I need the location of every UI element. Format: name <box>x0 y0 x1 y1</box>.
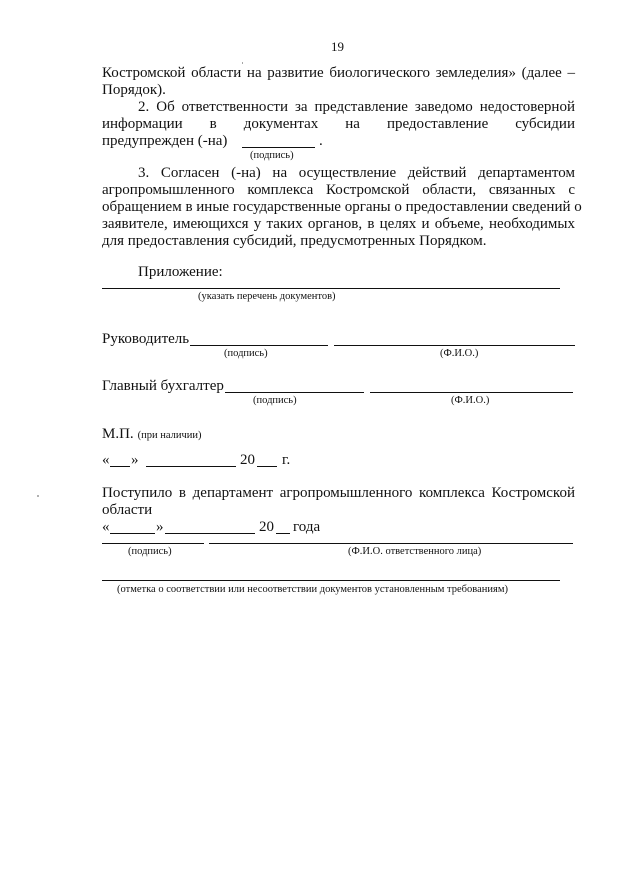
word: Поступило <box>102 485 173 501</box>
received-signature-line <box>102 543 204 544</box>
accountant-name-line <box>370 392 573 393</box>
word: комплекса <box>419 485 485 501</box>
stamp-line <box>102 425 202 443</box>
accountant-label: Главный бухгалтер <box>102 378 224 394</box>
paragraph-3-line-1: 3. Согласен (-на) на осуществление действий департаментом <box>138 165 575 181</box>
received-mark-caption: (отметка о соответствии или несоответствии документов установленным требованиям) <box>117 584 508 595</box>
word: агропромышленного <box>279 485 413 501</box>
date-month-line <box>146 466 236 467</box>
paragraph-2-line-1: 2. Об ответственности за представление заведомо недостоверной <box>138 99 575 115</box>
received-date-day-line <box>110 533 155 534</box>
word: департамент <box>192 485 274 501</box>
attachment-caption: (указать перечень документов) <box>198 291 336 302</box>
signature-caption: (подпись) <box>250 150 294 161</box>
received-date-open-quote: « <box>102 519 110 535</box>
received-name-caption: (Ф.И.О. ответственного лица) <box>348 546 482 557</box>
head-name-line <box>334 345 575 346</box>
received-line-1 <box>102 485 575 502</box>
page-number: 19 <box>331 39 344 54</box>
word: субсидии <box>515 116 575 132</box>
received-year-suffix: года <box>293 519 321 535</box>
word: в <box>178 485 187 501</box>
received-date-month-line <box>165 533 255 534</box>
head-name-caption: (Ф.И.О.) <box>440 348 479 359</box>
scan-speck <box>37 495 39 497</box>
date-year-line <box>257 466 277 467</box>
head-label: Руководитель <box>102 331 190 347</box>
paragraph-3-line-2: агропромышленного комплекса Костромской области, связанных с <box>102 182 575 198</box>
word: документах <box>243 116 319 132</box>
attachment-line <box>102 288 560 289</box>
head-signature-caption: (подпись) <box>224 348 268 359</box>
word: информации <box>102 116 183 132</box>
signature-line <box>242 147 315 148</box>
attachment-label: Приложение: <box>138 264 223 280</box>
stamp-label: М.П. <box>102 426 134 442</box>
date-year-suffix: г. <box>282 452 291 468</box>
head-signature-line <box>190 345 328 346</box>
word: на <box>345 116 360 132</box>
accountant-name-caption: (Ф.И.О.) <box>451 395 490 406</box>
received-line-2: области <box>102 502 153 518</box>
scan-speck <box>242 62 243 64</box>
received-date-close-quote: » <box>156 519 164 535</box>
paragraph-2-line-3-prefix: предупрежден (-на) <box>102 133 228 149</box>
date-year-prefix: 20 <box>240 452 255 468</box>
date-open-quote: « <box>102 452 110 468</box>
paragraph-3-line-3: обращением в иные государственные органы о предоставлении сведений о <box>102 199 582 215</box>
paragraph-2-line-2 <box>102 116 575 133</box>
date-close-quote: » <box>131 452 139 468</box>
accountant-signature-line <box>225 392 364 393</box>
accountant-signature-caption: (подпись) <box>253 395 297 406</box>
word: предоставление <box>386 116 489 132</box>
paragraph-2-line-3-suffix: . <box>319 133 323 149</box>
stamp-note: (при наличии) <box>137 430 202 441</box>
received-year-prefix: 20 <box>259 519 274 535</box>
received-name-line <box>209 543 573 544</box>
word: в <box>209 116 217 132</box>
received-mark-line <box>102 580 560 581</box>
paragraph-1-line-2: Порядок). <box>102 82 166 98</box>
paragraph-3-line-4: заявителе, имеющихся у таких органов, в целях и объеме, необходимых <box>102 216 575 232</box>
word: Костромской <box>491 485 575 501</box>
paragraph-3-line-5: для предоставления субсидий, предусмотренных Порядком. <box>102 233 487 249</box>
received-signature-caption: (подпись) <box>128 546 172 557</box>
date-day-line <box>110 466 130 467</box>
received-year-line <box>276 533 290 534</box>
paragraph-1-line-1: Костромской области на развитие биологического земледелия» (далее – <box>102 65 575 81</box>
